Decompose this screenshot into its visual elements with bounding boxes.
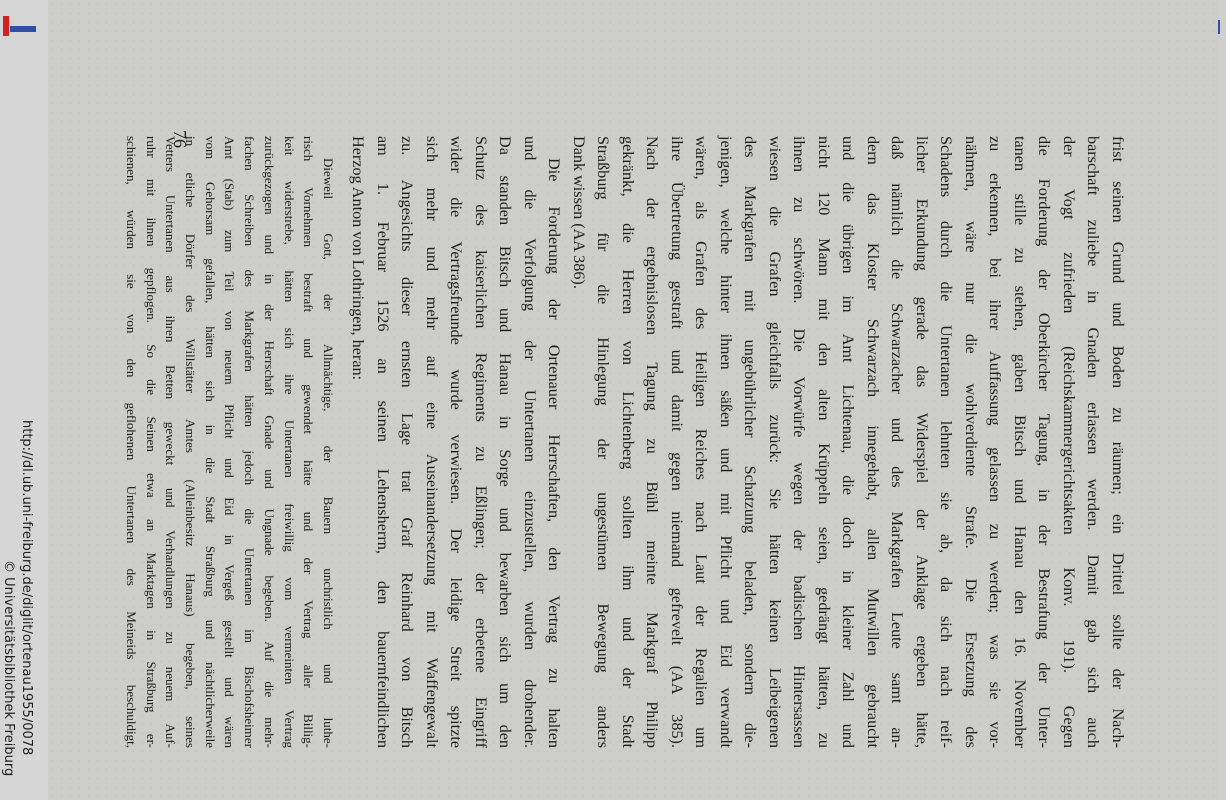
- paragraph-2: [346, 136, 567, 748]
- quote-line: risch Vornehmen bestraft und gewendet hätte und der Vertrag aller Billig-: [301, 136, 317, 748]
- text-line: Dank wissen (AA 386).: [570, 136, 588, 289]
- quote-line: zurückgezogen und in der Herrschaft Gnade und Ungnade begeben. Auf die mehr-: [261, 136, 277, 748]
- quote-block: [121, 136, 338, 748]
- text-line: dern das Kloster Schwarzach innegehabt, allen Mutwillen gebraucht: [864, 136, 882, 748]
- red-marker: [3, 16, 9, 36]
- source-url[interactable]: http://dl.ub.uni-freiburg.de/diglit/ortenau1955/0078: [19, 420, 34, 756]
- text-line: daß nämlich die Schwarzacher und des Markgrafen Leute samt an-: [888, 136, 907, 748]
- text-line: barschaft zuliebe in Gnaden erlassen werden. Damit gab sich auch: [1084, 136, 1103, 748]
- text-line: des Markgrafen mit ungebührlicher Schatzung beladen, sondern die-: [741, 136, 760, 748]
- rotated-page-content: [48, 0, 1218, 800]
- text-line: Straßburg für die Hinlegung der ungestümen Bewegung anders: [594, 136, 613, 748]
- text-line: wider die Vertragsfreunde wurde verwiesen. Der leidige Streit spitzte: [447, 136, 466, 748]
- paragraph-1: [567, 136, 1131, 748]
- text-line: Schadens durch die Untertanen lehnten sie ab, da sich nach reif-: [937, 136, 956, 748]
- quote-line: schienen, würden sie von den geflohenen Untertanen des Meineids beschuldigt,: [123, 136, 139, 748]
- text-line: zu erkennen, bei ihrer Auffassung gelassen zu werden; was sie vor-: [986, 136, 1005, 748]
- text-line: die Forderung der Oberkircher Tagung, in der Bestrafung der Unter-: [1035, 136, 1054, 748]
- quote-line: vom Gehorsam gefallen, hätten sich in die Stadt Straßburg und nächtlicherweile: [202, 136, 218, 748]
- text-line: zu. Angesichts dieser ernsten Lage trat Graf Reinhard von Bitsch: [398, 136, 417, 748]
- text-line: wären, als Grafen des Heiligen Reiches nach Laut der Regalien um: [692, 136, 711, 748]
- text-line: Herzog Anton von Lothringen, heran:: [349, 136, 368, 381]
- text-line: Schutz des kaiserlichen Regiments zu Eßlingen; der erbetene Eingriff: [472, 136, 490, 748]
- quote-line: keit widerstrebe, hätten sich ihre Untertanen freiwillig vom vermeinten Vertrag: [281, 136, 297, 748]
- scanned-page: [48, 0, 1218, 800]
- quote-line: in etliche Dörfer des Willstätter Amtes (Alleinbesitz Hanaus) begeben, seines: [183, 136, 199, 748]
- text-line: am 1. Februar 1526 an seinen Lehensherrn, den bauernfeindlichen: [374, 136, 392, 748]
- quote-line: Dieweil Gott, der Allmächtige, der Bauern unchristlich und luthe-: [321, 158, 336, 748]
- text-line: nicht 120 Mann mit den alten Krüppeln seien, gedrängt hätten, zu: [815, 136, 833, 748]
- text-line: licher Erkundung gerade das Widerspiel der Anklage ergeben hätte,: [913, 136, 931, 748]
- scan-left-margin: [0, 0, 48, 800]
- text-line: ihre Übertretung gestraft und damit gegen niemand gefrevelt (AA 385).: [668, 136, 686, 748]
- quote-line: Vetters Untertanen aus ihren Betten geweckt und Verhandlungen zu neuem Auf-: [163, 136, 179, 748]
- quote-line: ruhr mit ihnen gepflogen. So die Seinen etwa an Marktagen in Straßburg er-: [143, 136, 159, 748]
- text-line: wiesen die Grafen gleichfalls zurück: Sie hätten keinen Leibeigenen: [766, 136, 784, 748]
- text-line: und die übrigen im Amt Lichtenau, die doch in kleiner Zahl und: [839, 136, 858, 748]
- text-line: Da standen Bitsch und Hanau in Sorge und bewarben sich um den: [496, 136, 515, 748]
- quote-line: Amt (Stab) zum Teil von neuem Pflicht und Eid in Vergeß gestellt und wären: [222, 136, 238, 748]
- blue-marker: [10, 26, 36, 32]
- body-text: [121, 136, 1130, 748]
- text-line: ihnen zu schwören. Die Vorwürfe wegen der badischen Hintersassen: [790, 136, 809, 748]
- copyright-notice: © Universitätsbibliothek Freiburg: [1, 560, 16, 777]
- text-line: nähmen, wäre nur die wohlverdiente Strafe. Die Ersetzung des: [962, 136, 980, 748]
- page-number: 76: [170, 130, 190, 148]
- text-line: Nach der ergebnislosen Tagung zu Bühl meinte Markgraf Philipp: [643, 136, 662, 748]
- text-line: Die Forderung der Ortenauer Herrschaften, den Vertrag zu halten: [545, 158, 564, 748]
- text-line: jenigen, welche hinter ihnen säßen und mit Pflicht und Eid verwandt: [717, 136, 735, 748]
- text-line: sich mehr und mehr auf eine Auseinandersetzung mit Waffengewalt: [423, 136, 441, 748]
- text-line: tanen stille zu stehen, gaben Bitsch und Hanau den 16. November: [1011, 136, 1029, 748]
- text-line: frist seinen Grund und Boden zu räumen; ein Drittel sollte der Nach-: [1109, 136, 1127, 748]
- text-line: gekränkt, die Herren von Lichtenberg sollten ihm und der Stadt: [619, 136, 637, 748]
- text-line: und die Verfolgung der Untertanen einzustellen, wurden drohender.: [521, 136, 539, 748]
- text-line: der Vogt zufrieden (Reichskammergerichtsakten Konv. 191). Gegen: [1060, 136, 1078, 748]
- quote-line: fachen Schreiben des Markgrafen hätten jedoch die Untertanen im Bischofsheimer: [242, 136, 258, 748]
